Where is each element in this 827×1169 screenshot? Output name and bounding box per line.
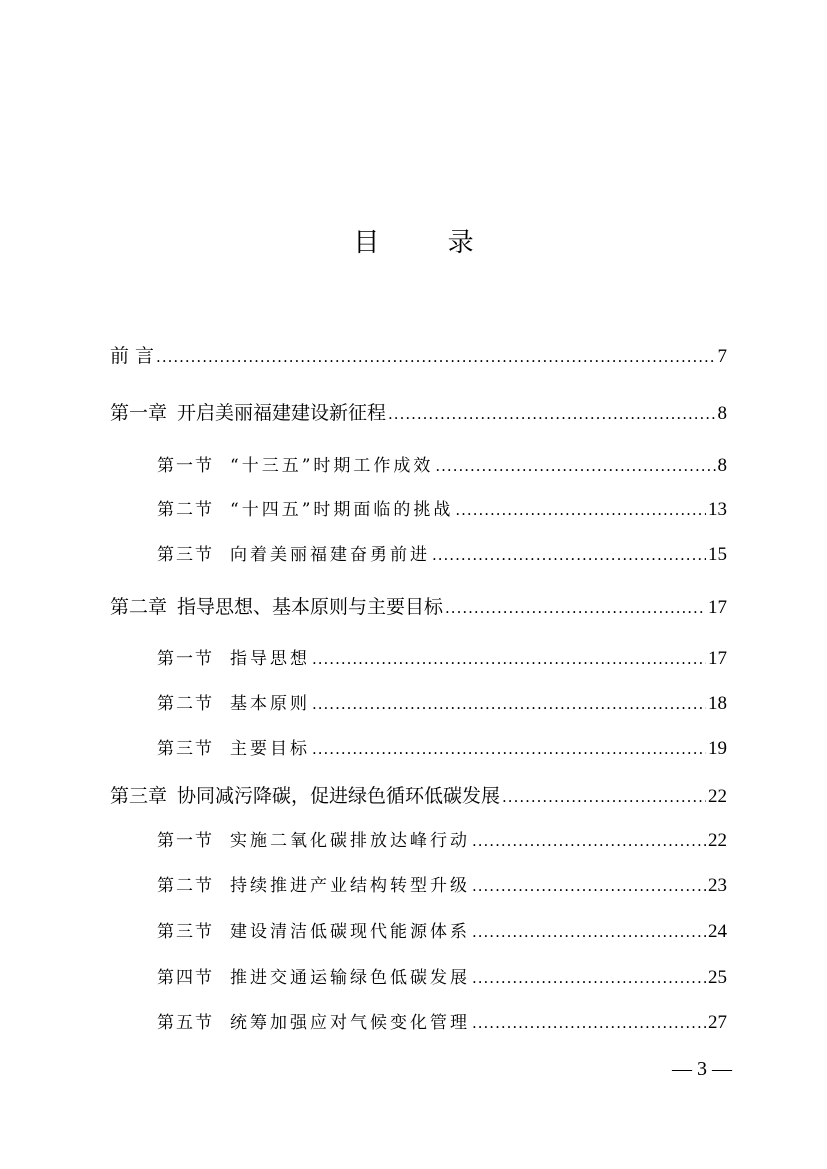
toc-entry-title: 推进交通运输绿色低碳发展 [230, 968, 470, 988]
dot-leader [312, 689, 706, 719]
dot-leader [388, 399, 715, 429]
toc-entry-section-2-2[interactable] [157, 689, 727, 719]
toc-entry-chapter-1[interactable] [110, 398, 727, 428]
page-title: 目 录 [353, 228, 504, 258]
toc-entry-section-2-1[interactable] [157, 644, 727, 674]
toc-entry-page: 8 [717, 455, 727, 476]
dot-leader [455, 495, 706, 525]
toc-section-number: 第三节 [157, 739, 214, 759]
toc-section-number: 第一节 [157, 456, 214, 476]
page-number-footer: — 3 — [672, 1058, 732, 1080]
dot-leader [472, 1008, 706, 1038]
toc-entry-section-1-1[interactable] [157, 451, 727, 481]
toc-entry-title: 建设清洁低碳现代能源体系 [230, 922, 470, 942]
toc-section-number: 第二节 [157, 500, 214, 520]
dot-leader [472, 917, 706, 947]
toc-entry-title: 持续推进产业结构转型升级 [230, 876, 470, 896]
toc-entry-title: 向着美丽福建奋勇前进 [230, 545, 430, 565]
toc-entry-title: 实施二氧化碳排放达峰行动 [230, 831, 470, 851]
toc-entry-section-2-3[interactable] [157, 734, 727, 764]
toc-entry-title: “十四五”时期面临的挑战 [230, 500, 454, 520]
toc-section-number: 第五节 [157, 1013, 214, 1033]
dot-leader [156, 342, 715, 372]
toc-chapter-number: 第三章 [110, 785, 168, 807]
toc-entry-title: 统筹加强应对气候变化管理 [230, 1013, 470, 1033]
dot-leader [445, 593, 706, 623]
toc-entry-title: “十三五”时期工作成效 [230, 456, 434, 476]
toc-entry-page: 15 [708, 544, 727, 565]
toc-entry-preface[interactable] [110, 341, 727, 371]
toc-entry-chapter-3[interactable] [110, 781, 727, 811]
dot-leader [502, 782, 706, 812]
toc-section-number: 第一节 [157, 831, 214, 851]
toc-entry-title: 协同减污降碳，促进绿色循环低碳发展 [177, 785, 501, 807]
toc-section-number: 第三节 [157, 545, 214, 565]
dot-leader [312, 644, 706, 674]
toc-entry-page: 22 [708, 830, 727, 851]
toc-entry-page: 7 [717, 346, 727, 367]
toc-entry-page: 23 [708, 875, 727, 896]
toc-entry-page: 18 [708, 693, 727, 714]
toc-entry-title: 基本原则 [230, 694, 310, 714]
toc-entry-page: 17 [708, 648, 727, 669]
toc-entry-title: 指导思想、基本原则与主要目标 [177, 596, 444, 618]
toc-entry-page: 13 [708, 499, 727, 520]
toc-section-number: 第一节 [157, 649, 214, 669]
toc-entry-page: 25 [708, 967, 727, 988]
toc-entry-title: 前 言 [110, 345, 155, 367]
toc-entry-page: 27 [708, 1012, 727, 1033]
toc-chapter-number: 第一章 [110, 402, 168, 424]
toc-entry-section-1-2[interactable] [157, 495, 727, 525]
toc-entry-section-3-1[interactable] [157, 826, 727, 856]
toc-entry-section-3-5[interactable] [157, 1008, 727, 1038]
toc-entry-title: 指导思想 [230, 649, 310, 669]
toc-entry-page: 24 [708, 921, 727, 942]
dot-leader [472, 826, 706, 856]
toc-entry-section-1-3[interactable] [157, 540, 727, 570]
toc-section-number: 第二节 [157, 876, 214, 896]
toc-entry-page: 19 [708, 738, 727, 759]
toc-entry-chapter-2[interactable] [110, 592, 727, 622]
toc-section-number: 第四节 [157, 968, 214, 988]
toc-entry-page: 8 [717, 403, 727, 424]
toc-entry-title: 开启美丽福建建设新征程 [177, 402, 387, 424]
toc-entry-section-3-2[interactable] [157, 871, 727, 901]
toc-chapter-number: 第二章 [110, 596, 168, 618]
toc-entry-title: 主要目标 [230, 739, 310, 759]
toc-entry-section-3-4[interactable] [157, 963, 727, 993]
toc-entry-section-3-3[interactable] [157, 917, 727, 947]
dot-leader [312, 734, 706, 764]
toc-section-number: 第三节 [157, 922, 214, 942]
toc-entry-page: 22 [708, 786, 727, 807]
dot-leader [432, 540, 706, 570]
toc-entry-page: 17 [708, 597, 727, 618]
dot-leader [435, 451, 715, 481]
dot-leader [472, 871, 706, 901]
dot-leader [472, 963, 706, 993]
toc-section-number: 第二节 [157, 694, 214, 714]
